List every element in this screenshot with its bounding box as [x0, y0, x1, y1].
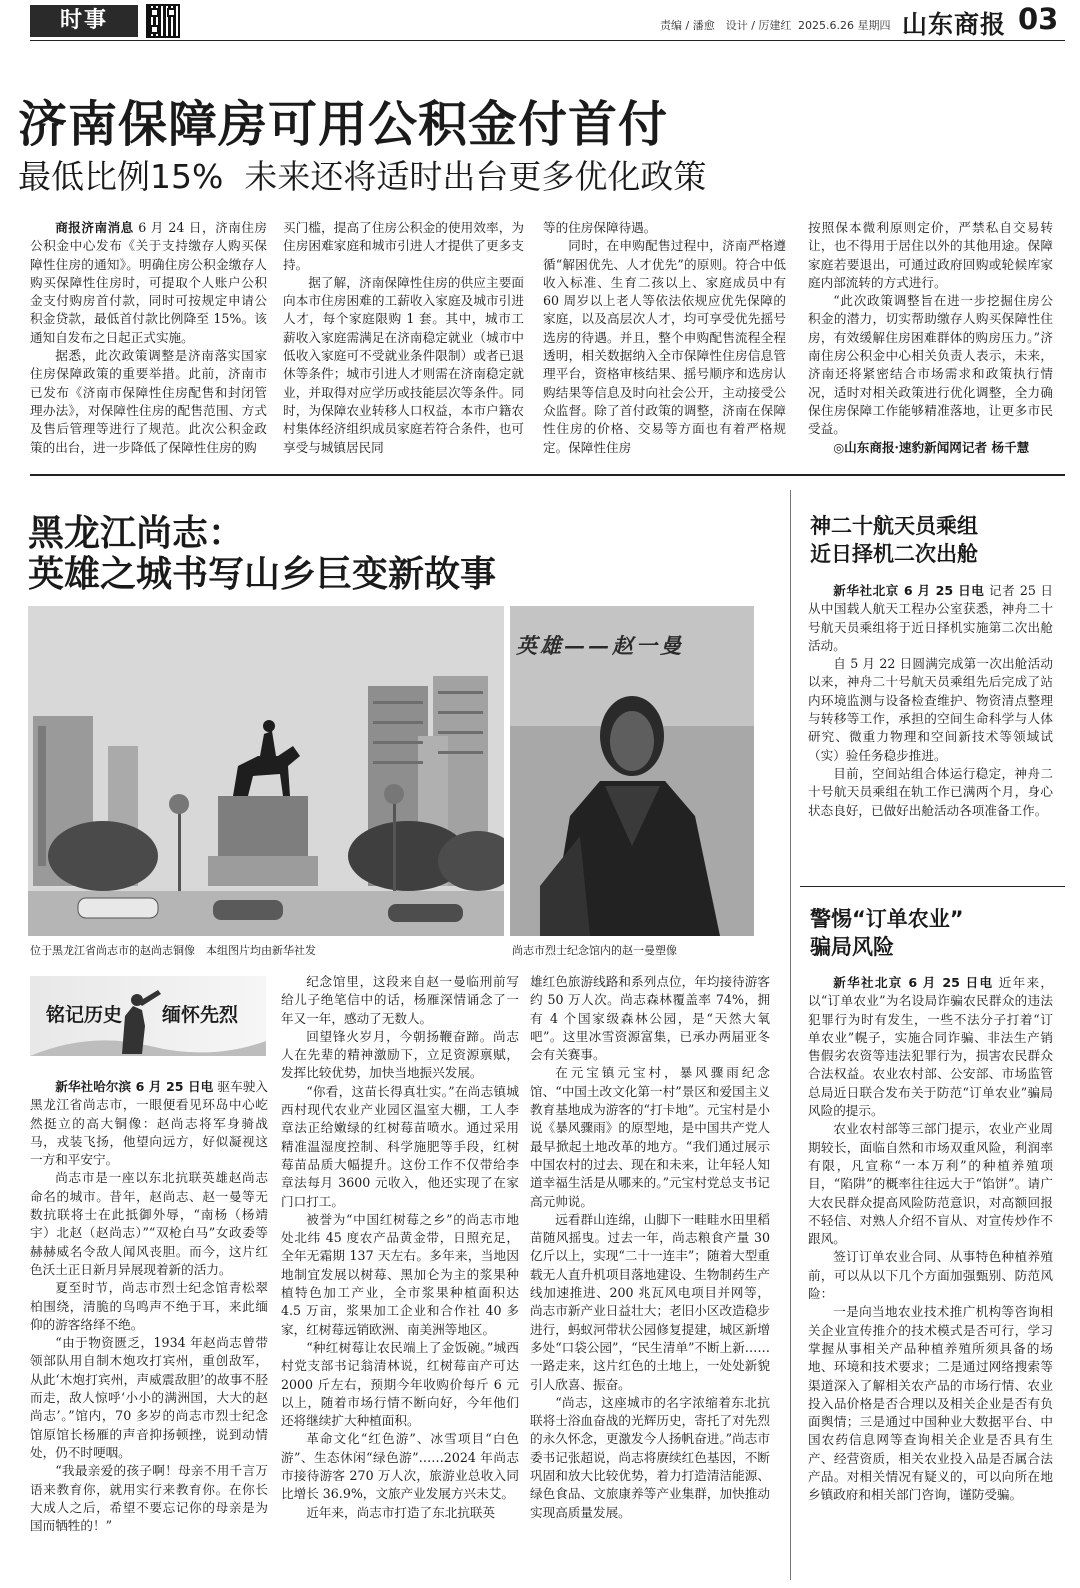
story2-paragraph: 在元宝镇元宝村，暴风骤雨纪念馆、“中国土改文化第一村”景区和爱国主义教育基地成为游客的“打卡地”。元宝村是小说《暴风骤雨》的原型地，是中国共产党人最早掀起土地改革的地方。“我们通过展示中国农村的过去、现在和未来，让年轻人知道幸福生活是从哪来的。”元宝村党总支书记高元帅说。: [530, 1065, 770, 1209]
story1-column-1: [30, 219, 267, 455]
banner-text-left: 铭记历史: [46, 1004, 123, 1026]
photo2-caption: 尚志市烈士纪念馆内的赵一曼塑像: [512, 944, 677, 957]
story4-headline-line1: 警惕“订单农业”: [810, 907, 964, 931]
section-label: [30, 5, 138, 37]
story1-headline: 济南保障房可用公积金付首付: [18, 96, 669, 153]
banner-text-right: 缅怀先烈: [162, 1004, 239, 1026]
story1-paragraph: 等的住房保障待遇。: [543, 220, 657, 235]
paper-name: 山东商报: [902, 10, 1007, 39]
story2-column-1: [30, 1078, 268, 1583]
story2-paragraph: 被誉为“中国红树莓之乡”的尚志市地处北纬 45 度农产品黄金带，日照充足，全年无霜期 137 天左右。多年来，当地因地制宜发展以树莓、黑加仑为主的浆果种植特色加工产业，全市浆果种植面积达 4.5 万亩，浆果加工企业和合作社 40 多家，红树莓远销欧洲、南美洲等地区。: [281, 1211, 519, 1337]
story1-paragraph: “此次政策调整旨在进一步挖掘住房公积金的潜力，切实帮助缴存人购买保障性住房，有效缓解住房困难群体的购房压力。”济南住房公积金中心相关负责人表示，未来，济南还将紧密结合市场需求和政策执行情况，适时对相关政策进行优化调整，全力确保住房保障工作能够精准落地，让更多市民受益。: [808, 293, 1053, 437]
page-header: [0, 0, 1080, 42]
story3-headline-line1: 神二十航天员乘组: [810, 514, 978, 538]
photo-zhao-yiman-sculpture: [510, 606, 754, 936]
photo-zhao-shangzhi-statue: [28, 606, 504, 936]
story1-paragraph: 同时，在申购配售过程中，济南严格遵循“解困优先、人才优先”的原则。符合中低收入标准、生育二孩以上、家庭成员中有 60 周岁以上老人等依法依规应优先保障的家庭，以及高层次人才，均可享受优先摇号选房的待遇。并且，整个申购配售流程全程透明，相关数据纳入全市保障性住房信息管理平台，资格审核结果、摇号顺序和选房认购结果等信息及时向社会公开，主动接受公众监督。除了首付政策的调整，济南在保障性住房的价格、交易等方面也有着严格规定。保障性住房: [543, 238, 786, 455]
story4-headline-line2: 骗局风险: [810, 935, 894, 959]
story2-paragraph: “种红树莓让农民端上了金饭碗。”城西村党支部书记翁清林说，红树莓亩产可达 2000 斤左右，预期今年收购价每斤 6 元以上，随着市场行情不断向好，今年他们还将继续扩大种植面积。: [281, 1339, 519, 1429]
story3-divider: [800, 886, 1065, 887]
story2-paragraph: 远看群山连绵，山脚下一畦畦水田里稻苗随风摇曳。过去一年，尚志粮食产量 30 亿斤以上，实现“二十一连丰”；随着大型重载无人直升机项目落地建设、生物制药生产线加速推进、200 兆瓦风电项目并网等，尚志市新产业日益壮大；老旧小区改造稳步进行，蚂蚁河带状公园修复提建，城区新增多处“口袋公园”，“民生清单”不断上新……一路走来，这片红色的土地上，一处处新貌引人欣喜、振奋。: [530, 1211, 770, 1392]
header-rule: [30, 40, 1065, 41]
story3-paragraph: 新华社北京 6 月 25 日电 记者 25 日从中国载人航天工程办公室获悉，神舟二十号航天员乘组将于近日择机实施第二次出舱活动。: [808, 583, 1053, 653]
story2-paragraph: 纪念馆里，这段来自赵一曼临刑前写给儿子绝笔信中的话，杨雁深情诵念了一年又一年，感动了无数人。: [281, 974, 519, 1026]
story1-paragraph: 商报济南消息 6 月 24 日，济南住房公积金中心发布《关于支持缴存人购买保障性住房的通知》。明确住房公积金缴存人购买保障性住房时，可提取个人账户公积金支付购房首付款，同时可按规定申请公积金贷款，最低首付款比例降至 15%。该通知自发布之日起正式实施。: [30, 220, 267, 345]
story2-paragraph: 近年来，尚志市打造了东北抗联英: [306, 1504, 496, 1520]
story2-headline-line2: 英雄之城书写山乡巨变新故事: [28, 554, 497, 595]
story1-divider: [30, 474, 1065, 476]
story1-subhead: 最低比例15% 未来还将适时出台更多优化政策: [18, 157, 707, 196]
section-name: 时事: [59, 8, 108, 33]
story4-body: [808, 974, 1053, 1584]
story3-body: [808, 582, 1053, 852]
story1-paragraph: 据悉，此次政策调整是济南落实国家住房保障政策的重要举措。此前，济南市已发布《济南市保障性住房配售和封闭管理办法》，对保障性住房的配售范围、方式及售后管理等进行了规范。此次公积金政策的出台，进一步降低了保障性住房的购: [30, 348, 267, 455]
editor-credits: 责编 / 潘愈 设计 / 厉建红: [660, 19, 792, 32]
story4-paragraph: 新华社北京 6 月 25 日电 近年来，以“订单农业”为名设局诈骗农民群众的违法犯罪行为时有发生，一些不法分子打着“订单农业”幌子，实施合同诈骗、非法生产销售假劣农资等违法犯罪行为，损害农民群众合法权益。农业农村部、公安部、市场监管总局近日联合发布关于防范“订单农业”骗局风险的提示。: [808, 975, 1053, 1119]
memorial-banner: [30, 976, 266, 1056]
sculpture-inscription: 英雄——赵一曼: [516, 633, 684, 658]
story2-paragraph: “你看，这苗长得真壮实。”在尚志镇城西村现代农业产业园区温室大棚，工人李章法正给嫩绿的红树莓苗喷水。通过采用精准温湿度控制、科学施肥等手段，红树莓苗品质大幅提升。这份工作不仅带给李章法每月 3600 元收入，他还实现了在家门口打工。: [281, 1083, 519, 1209]
story3-dateline: 新华社北京 6 月 25 日电: [833, 583, 985, 598]
story3-paragraph: 目前，空间站组合体运行稳定，神舟二十号航天员乘组在轨工作已满两个月，身心状态良好，已做好出舱活动各项准备工作。: [808, 765, 1053, 818]
story2-paragraph: “我最亲爱的孩子啊！母亲不用千言万语来教育你，就用实行来教育你。在你长大成人之后，希望不要忘记你的母亲是为国而牺牲的！”: [30, 1463, 268, 1534]
photo1-caption: 位于黑龙江省尚志市的赵尚志铜像 本组图片均由新华社发: [30, 944, 316, 957]
story2-paragraph: “由于物资匮乏，1934 年赵尚志曾带领部队用自制木炮攻打宾州，重创敌军，从此‘木炮打宾州，声威震敌胆’的故事不胫而走，敌人惊呼‘小小的满洲国，大大的赵尚志’。”馆内，70 多岁的尚志市烈士纪念馆原馆长杨雁的声音抑扬顿挫，说到动情处，仍不时哽咽。: [30, 1335, 268, 1460]
story1-paragraph: 买门槛，提高了住房公积金的使用效率，为住房困难家庭和城市引进人才提供了更多支持。: [283, 220, 524, 272]
story2-dateline: 新华社哈尔滨 6 月 25 日电: [55, 1079, 214, 1094]
story2-column-3: [530, 973, 770, 1583]
story2-headline-line1: 黑龙江尚志：: [28, 513, 245, 554]
story2-paragraph: 尚志市是一座以东北抗联英雄赵尚志命名的城市。昔年，赵尚志、赵一曼等无数抗联将士在此抵御外辱，“南杨（杨靖宇）北赵（赵尚志）”“双枪白马”女政委等赫赫威名令敌人闻风丧胆。而今，这片红色沃土正日新月异展现着新的活力。: [30, 1170, 268, 1277]
story2-paragraph: 新华社哈尔滨 6 月 25 日电 驱车驶入黑龙江省尚志市，一眼便看见环岛中心屹然挺立的高大铜像：赵尚志将军身骑战马，戎装飞扬，他望向远方，好似凝视这一方和平安宁。: [30, 1079, 268, 1168]
story1-paragraph: 据了解，济南保障性住房的供应主要面向本市住房困难的工薪收入家庭及城市引进人才，每个家庭限购 1 套。其中，城市工薪收入家庭需满足在济南稳定就业（城市中低收入家庭可不受就业条件限制）或者已退休等条件；城市引进人才则需在济南稳定就业，并取得对应学历或技能层次等条件。同时，为保障农业转移人口权益，本市户籍农村集体经济组织成员家庭若符合条件，也可享受与城镇居民同: [283, 274, 524, 455]
issue-date: 2025.6.26 星期四: [798, 19, 891, 32]
story2-paragraph: 革命文化“红色游”、冰雪项目“白色游”、生态休闲“绿色游”……2024 年尚志市接待游客 270 万人次，旅游业总收入同比增长 36.9%，文旅产业发展方兴未艾。: [281, 1431, 519, 1502]
right-column-divider: [790, 490, 791, 1580]
story3-headline-line2: 近日择机二次出舱: [810, 542, 978, 566]
page-number: 03: [1018, 2, 1059, 36]
story1-paragraph: 按照保本微利原则定价，严禁私自交易转让，也不得用于居住以外的其他用途。保障家庭若要退出，可通过政府回购或轮候库家庭内部流转的方式进行。: [808, 220, 1053, 290]
story1-byline: ◎山东商报·速豹新闻网记者 杨千慧: [833, 439, 1030, 455]
story2-paragraph: 夏至时节，尚志市烈士纪念馆青松翠柏围绕，清脆的鸟鸣声不绝于耳，来此缅仰的游客络绎不绝。: [30, 1280, 268, 1332]
story1-column-3: [543, 219, 786, 455]
story1-column-4: [808, 219, 1053, 455]
story4-paragraph: 一是向当地农业技术推广机构等咨询相关企业宣传推介的技术模式是否可行，学习掌握从事相关产品种植养殖所须具备的场地、环境和技术要求；二是通过网络搜索等渠道深入了解相关农产品的市场行情、农业投入品价格是否合理以及相关企业是否有负面舆情；三是通过中国种业大数据平台、中国农药信息网等查询相关企业是否具有生产、经营资质，相关农业投入品是否属合法产品。对相关情况有疑义的，可以向所在地乡镇政府和相关部门咨询，谨防受骗。: [808, 1304, 1053, 1503]
story1-dateline: 商报济南消息: [55, 220, 134, 235]
story2-paragraph: 雄红色旅游线路和系列点位，年均接待游客约 50 万人次。尚志森林覆盖率 74%，拥有 4 个国家级森林公园，是“天然大氧吧”。这里冰雪资源富集，已承办两届亚冬会有关赛事。: [530, 974, 770, 1063]
statue-scene-illustration: [28, 606, 504, 936]
story1-column-2: [283, 219, 524, 455]
story2-column-2: [281, 973, 519, 1583]
story2-paragraph: 回望锋火岁月，今朝扬鞭奋蹄。尚志人在先辈的精神激励下，立足资源禀赋，发挥比较优势，加快当地振兴发展。: [281, 1028, 519, 1081]
story4-dateline: 新华社北京 6 月 25 日电: [833, 975, 994, 990]
story2-paragraph: “尚志，这座城市的名字浓缩着东北抗联将士浴血奋战的光辉历史，寄托了对先烈的永久怀念，更激发今人扬帆奋进。”尚志市委书记张超说，尚志将赓续红色基因，不断巩固和放大比较优势，着力打造清洁能源、绿色食品、文旅康养等产业集群，加快推动实现高质量发展。: [530, 1394, 770, 1520]
story4-paragraph: 签订订单农业合同、从事特色种植养殖前，可以从以下几个方面加强甄别、防范风险：: [808, 1249, 1053, 1302]
qr-code-icon: [146, 4, 180, 38]
story3-paragraph: 自 5 月 22 日圆满完成第一次出舱活动以来，神舟二十号航天员乘组先后完成了站内环境监测与设备检查维护、物资清点整理与转移等工作，承担的空间生命科学与人体研究、微重力物理和空间新技术等领域试（实）验任务稳步推进。: [808, 656, 1053, 763]
story4-paragraph: 农业农村部等三部门提示，农业产业周期较长，面临自然和市场双重风险，利润率有限，凡宣称“一本万利”的种植养殖项目，“陷阱”的概率往往远大于“馅饼”。请广大农民群众提高风险防范意识，对高额回报不轻信、对熟人介绍不盲从、对宣传炒作不跟风。: [808, 1121, 1053, 1247]
